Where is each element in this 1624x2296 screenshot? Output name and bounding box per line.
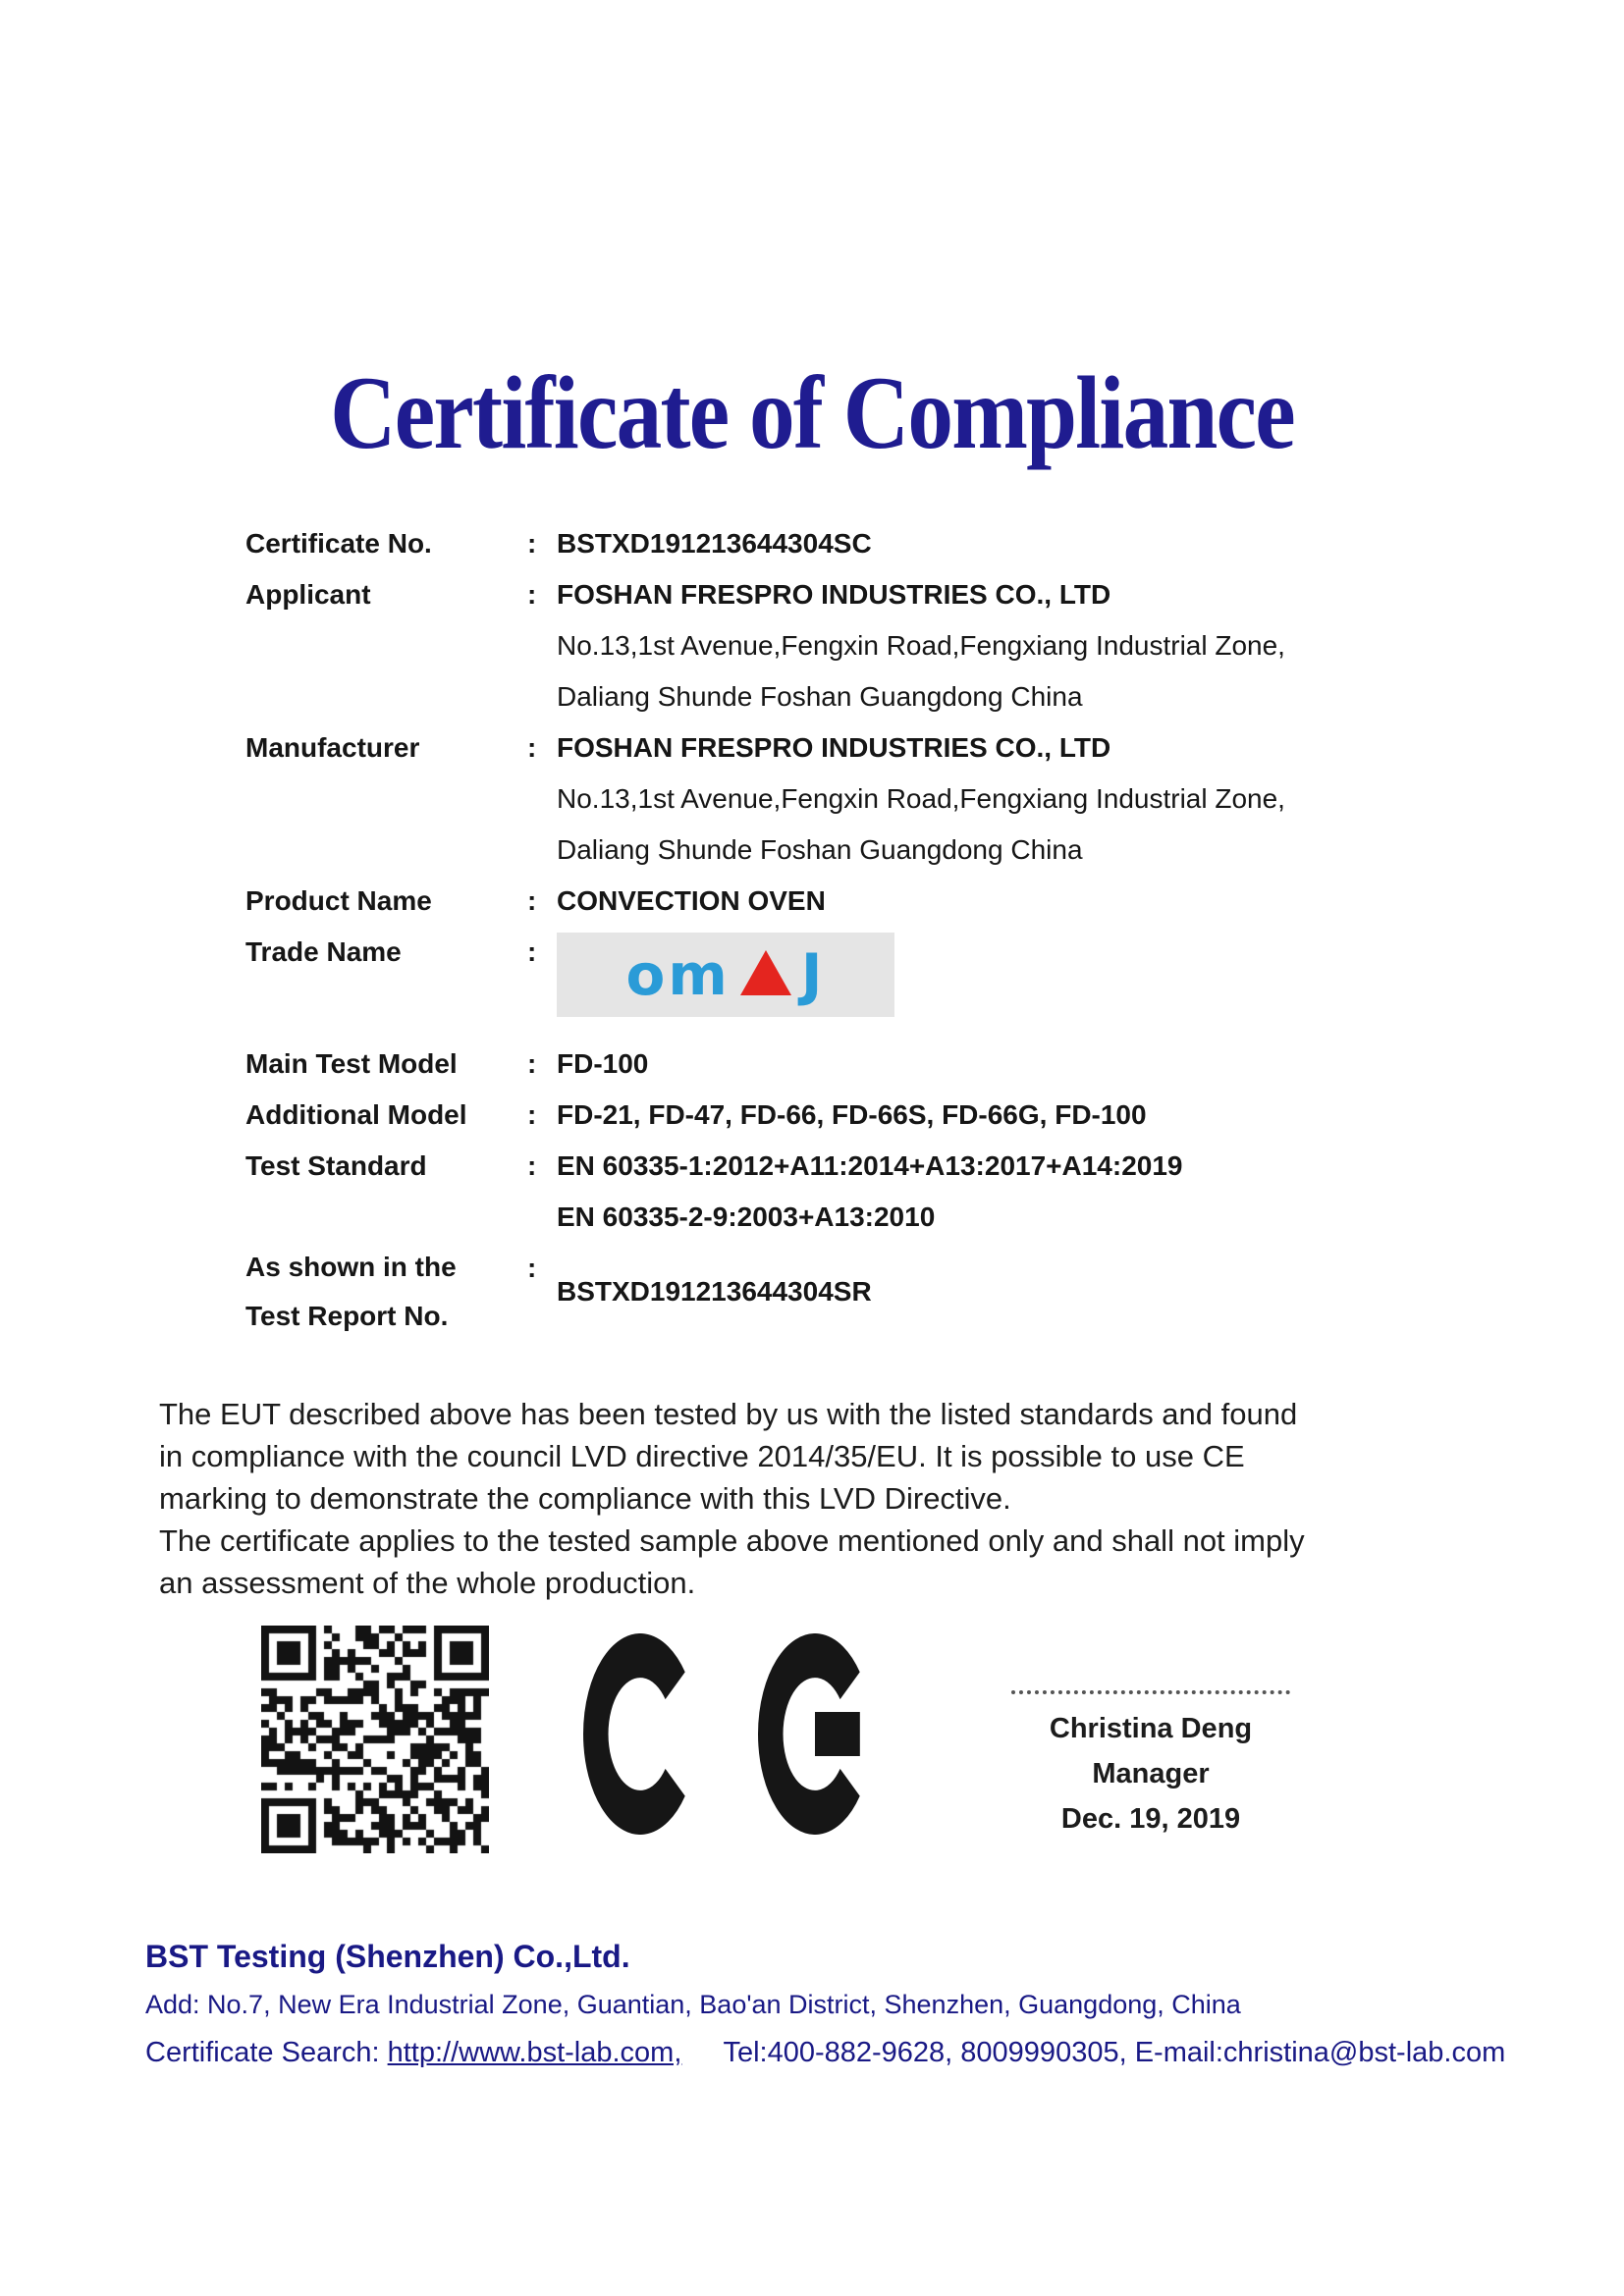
field-row-test-standard-2 [245, 1192, 1542, 1243]
page-title: Certificate of Compliance [330, 355, 1294, 470]
field-row-manufacturer-address-2 [245, 825, 1542, 876]
field-label: Applicant [245, 579, 371, 610]
statement-line: The EUT described above has been tested by us with the listed standards and found [159, 1397, 1298, 1431]
signature-block [1011, 1690, 1290, 1842]
field-colon: : [527, 885, 537, 916]
field-row-main-test-model [245, 1039, 1542, 1090]
field-row-manufacturer [245, 722, 1542, 774]
ce-letter-e-icon [758, 1633, 872, 1835]
field-row-applicant-address-1 [245, 620, 1542, 671]
field-value: No.13,1st Avenue,Fengxin Road,Fengxiang Industrial Zone, [557, 630, 1285, 661]
field-value: FOSHAN FRESPRO INDUSTRIES CO., LTD [557, 579, 1111, 610]
field-colon: : [527, 1048, 537, 1079]
field-label: Certificate No. [245, 528, 432, 559]
field-label-line2: Test Report No. [245, 1301, 449, 1331]
field-label: Test Standard [245, 1150, 427, 1181]
field-row-product-name [245, 876, 1542, 927]
omaj-logo-text-j: J [800, 941, 826, 1008]
field-label: As shown in the [245, 1252, 457, 1282]
field-label: Additional Model [245, 1099, 467, 1130]
certificate-search-line [145, 2035, 1505, 2070]
certificate-search-link[interactable]: http://www.bst-lab.com, [387, 2037, 682, 2068]
issuer-footer [145, 1939, 1505, 2070]
ce-mark [583, 1633, 872, 1835]
field-colon: : [527, 528, 537, 559]
field-value: EN 60335-1:2012+A11:2014+A13:2017+A14:2019 [557, 1150, 1183, 1181]
certificate-search-label: Certificate Search: [145, 2037, 380, 2068]
field-value: Daliang Shunde Foshan Guangdong China [557, 681, 1083, 712]
field-value: EN 60335-2-9:2003+A13:2010 [557, 1201, 936, 1232]
field-row-applicant [245, 569, 1542, 620]
issuer-address: Add: No.7, New Era Industrial Zone, Guantian, Bao'an District, Shenzhen, Guangdong, China [145, 1990, 1241, 2019]
field-colon: : [527, 1099, 537, 1130]
omaj-logo [557, 933, 894, 1017]
field-value: BSTXD191213644304SR [557, 1276, 872, 1307]
statement-line: in compliance with the council LVD directive 2014/35/EU. It is possible to use CE [159, 1439, 1245, 1473]
ce-letter-c-icon [583, 1633, 697, 1835]
field-row-manufacturer-address-1 [245, 774, 1542, 825]
field-value: CONVECTION OVEN [557, 885, 826, 916]
qr-code [261, 1626, 489, 1853]
field-row-additional-model [245, 1090, 1542, 1141]
field-value: FD-100 [557, 1048, 649, 1079]
field-colon: : [527, 732, 537, 763]
field-row-certificate-no [245, 518, 1542, 569]
red-triangle-icon [740, 950, 791, 995]
field-value: Daliang Shunde Foshan Guangdong China [557, 834, 1083, 865]
field-label: Product Name [245, 885, 432, 916]
field-colon: : [527, 1150, 537, 1181]
certificate-fields [245, 518, 1542, 1341]
omaj-logo-text-om: om [625, 941, 731, 1008]
compliance-statement [159, 1393, 1553, 1604]
field-label: Trade Name [245, 936, 402, 967]
issuer-contact: Tel:400-882-9628, 8009990305, E-mail:christina@bst-lab.com [723, 2037, 1506, 2068]
statement-line: marking to demonstrate the compliance with this LVD Directive. [159, 1481, 1011, 1516]
issuer-company-name: BST Testing (Shenzhen) Co.,Ltd. [145, 1939, 630, 1974]
field-row-test-report-no [245, 1243, 1542, 1341]
field-value: No.13,1st Avenue,Fengxin Road,Fengxiang Industrial Zone, [557, 783, 1285, 814]
statement-line: The certificate applies to the tested sample above mentioned only and shall not imply [159, 1523, 1305, 1558]
signatory-role: Manager [1092, 1758, 1210, 1789]
field-colon: : [527, 936, 537, 967]
field-label-group [245, 1243, 527, 1341]
field-colon: : [527, 1253, 537, 1283]
signatory-name: Christina Deng [1049, 1713, 1253, 1744]
field-row-trade-name [245, 927, 1542, 1023]
field-value: BSTXD191213644304SC [557, 528, 872, 559]
field-row-test-standard [245, 1141, 1542, 1192]
statement-line: an assessment of the whole production. [159, 1566, 696, 1600]
signature-date: Dec. 19, 2019 [1060, 1803, 1241, 1835]
field-label: Manufacturer [245, 732, 420, 763]
field-row-applicant-address-2 [245, 671, 1542, 722]
field-label: Main Test Model [245, 1048, 458, 1079]
field-colon: : [527, 579, 537, 610]
signature-dotted-line [1011, 1690, 1290, 1694]
field-value: FOSHAN FRESPRO INDUSTRIES CO., LTD [557, 732, 1111, 763]
field-value: FD-21, FD-47, FD-66, FD-66S, FD-66G, FD-100 [557, 1099, 1147, 1130]
